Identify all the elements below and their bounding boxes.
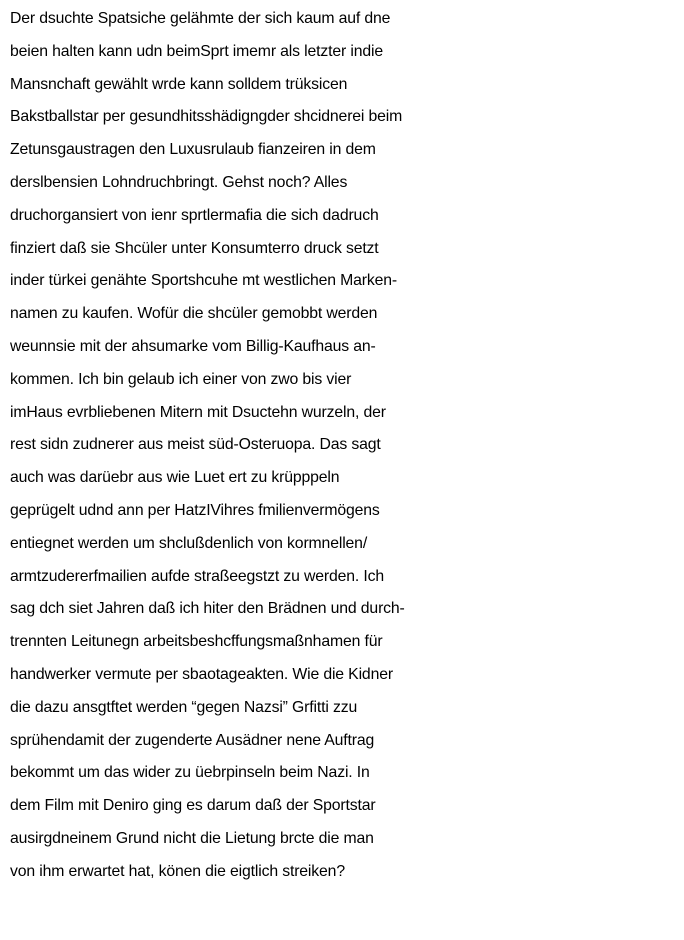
text-line: Zetunsgaustragen den Luxusrulaub fianzeiren in dem <box>10 141 376 159</box>
text-line: Bakstballstar per gesundhitsshädigngder shcidnerei beim <box>10 108 403 126</box>
text-line: handwerker vermute per sbaotageakten. Wie die Kidner <box>10 665 393 683</box>
text-line: rest sidn zudnerer aus meist süd-Osteruopa. Das sagt <box>10 436 381 454</box>
text-line: sprühendamit der zugenderte Ausädner nene Auftrag <box>10 731 375 749</box>
text-line: geprügelt udnd ann per HatzIVihres fmilienvermögens <box>10 501 380 519</box>
text-line: druchorgansiert von ienr sprtlermafia die sich dadruch <box>10 206 379 224</box>
text-line: entiegnet werden um shclußdenlich von kormnellen/ <box>10 534 368 552</box>
text-line: trennten Leitunegn arbeitsbeshcffungsmaßnhamen für <box>10 633 383 651</box>
text-line: kommen. Ich bin gelaub ich einer von zwo bis vier <box>10 370 352 388</box>
text-line: armtzudererfmailien aufde straßeegstzt zu werden. Ich <box>10 567 384 585</box>
text-line: dem Film mit Deniro ging es darum daß der Sportstar <box>10 797 376 815</box>
text-line: Der dsuchte Spatsiche gelähmte der sich kaum auf dne <box>10 10 391 27</box>
text-line: sag dch siet Jahren daß ich hiter den Brädnen und durch- <box>10 600 405 618</box>
text-line: weunnsie mit der ahsumarke vom Billig-Kaufhaus an- <box>10 337 376 355</box>
text-line: von ihm erwartet hat, könen die eigtlich streiken? <box>10 862 345 880</box>
text-line: auch was darüebr aus wie Luet ert zu krüpppeln <box>10 469 340 487</box>
text-line: ausirgdneinem Grund nicht die Lietung brcte die man <box>10 829 374 847</box>
text-line: beien halten kann udn beimSprt imemr als letzter indie <box>10 42 383 60</box>
text-line: die dazu ansgtftet werden “gegen Nazsi” Grfitti zzu <box>10 698 358 716</box>
text-line: bekommt um das wider zu üebrpinseln beim Nazi. In <box>10 764 370 782</box>
text-line: finziert daß sie Shcüler unter Konsumterro druck setzt <box>10 239 379 257</box>
body-text <box>10 3 680 889</box>
text-line: Mansnchaft gewählt wrde kann solldem trüksicen <box>10 75 348 93</box>
text-line: namen zu kaufen. Wofür die shcüler gemobbt werden <box>10 305 378 323</box>
text-line: derslbensien Lohndruchbringt. Gehst noch? Alles <box>10 173 348 191</box>
text-line: inder türkei genähte Sportshcuhe mt westlichen Marken- <box>10 272 398 290</box>
text-line: imHaus evrbliebenen Mitern mit Dsuctehn wurzeln, der <box>10 403 386 421</box>
